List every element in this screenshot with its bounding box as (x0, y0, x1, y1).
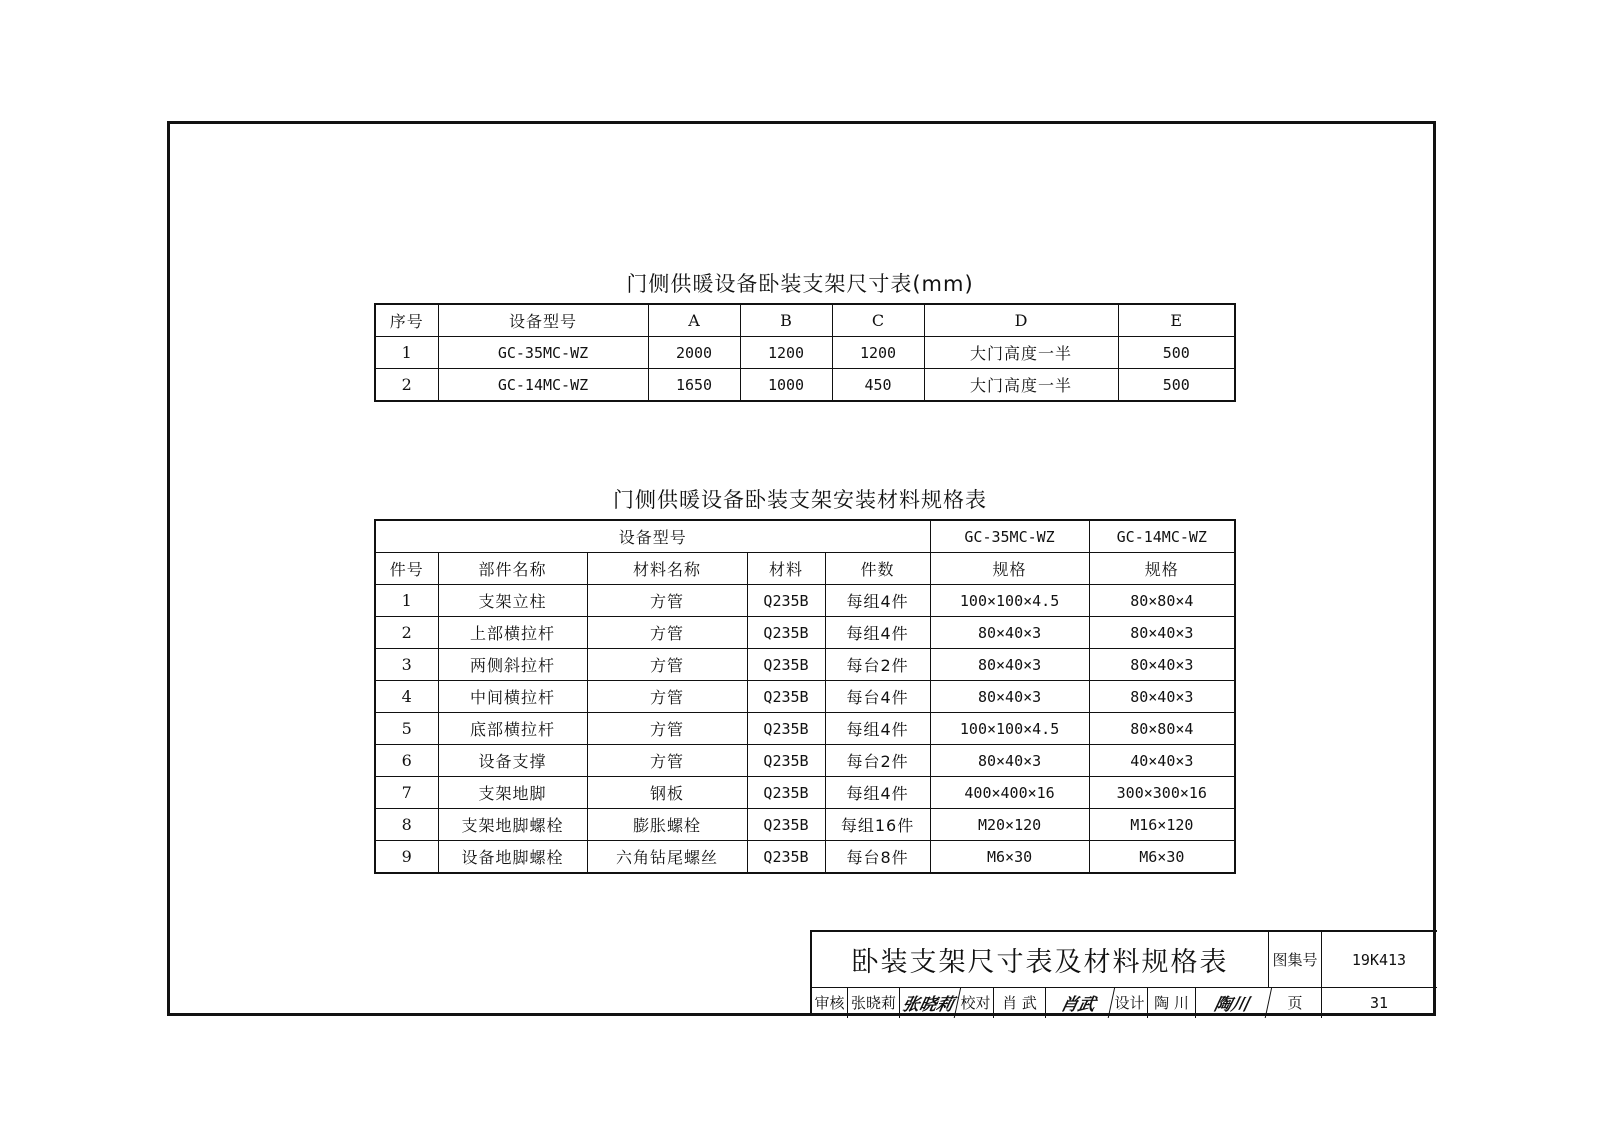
table-cell: 每台2件 (825, 745, 930, 777)
dimension-table (374, 303, 1236, 402)
designer-signature: 陶川 (1193, 987, 1273, 1018)
table-cell: 80×40×3 (1089, 617, 1235, 649)
table-row (375, 369, 1235, 402)
checker-name: 肖 武 (994, 987, 1046, 1018)
table-cell: 支架地脚螺栓 (438, 809, 587, 841)
table-cell: 1200 (832, 337, 924, 369)
table-cell: 大门高度一半 (924, 369, 1118, 402)
table-header-row (375, 304, 1235, 337)
page-label: 页 (1269, 987, 1322, 1018)
model-cell: GC-14MC-WZ (1089, 520, 1235, 553)
table-cell: Q235B (747, 649, 825, 681)
table-cell: M20×120 (930, 809, 1089, 841)
table-cell: 每组4件 (825, 617, 930, 649)
table-cell: 8 (375, 809, 438, 841)
table-cell: 450 (832, 369, 924, 402)
table-cell: 2 (375, 617, 438, 649)
table-cell: 400×400×16 (930, 777, 1089, 809)
table1-title: 门侧供暖设备卧装支架尺寸表(mm) (626, 272, 974, 296)
table-cell: M6×30 (930, 841, 1089, 874)
model-header-cell: 设备型号 (375, 520, 930, 553)
table-cell: 1000 (740, 369, 832, 402)
table-cell: 膨胀螺栓 (587, 809, 747, 841)
table-cell: 3 (375, 649, 438, 681)
header-cell: C (832, 304, 924, 337)
title-block (810, 930, 1437, 1016)
header-cell: D (924, 304, 1118, 337)
table-cell: 大门高度一半 (924, 337, 1118, 369)
table-cell: 方管 (587, 585, 747, 617)
table-row (375, 841, 1235, 874)
table-cell: 上部横拉杆 (438, 617, 587, 649)
table-cell: 钢板 (587, 777, 747, 809)
table-cell: 500 (1118, 369, 1235, 402)
table-cell: 中间横拉杆 (438, 681, 587, 713)
table-cell: Q235B (747, 681, 825, 713)
table-cell: 每台8件 (825, 841, 930, 874)
table-cell: 方管 (587, 681, 747, 713)
table-cell: 100×100×4.5 (930, 585, 1089, 617)
table-cell: 六角钻尾螺丝 (587, 841, 747, 874)
table-cell: GC-35MC-WZ (438, 337, 648, 369)
table-cell: 方管 (587, 713, 747, 745)
table2-title: 门侧供暖设备卧装支架安装材料规格表 (613, 488, 987, 512)
header-cell: 件数 (825, 553, 930, 585)
table-cell: Q235B (747, 585, 825, 617)
table-row (375, 681, 1235, 713)
table-row (375, 617, 1235, 649)
reviewer-name: 张晓莉 (848, 987, 900, 1018)
table-row (375, 777, 1235, 809)
table-cell: 每台4件 (825, 681, 930, 713)
table-cell: 设备支撑 (438, 745, 587, 777)
header-cell: A (648, 304, 740, 337)
review-label: 审核 (812, 987, 848, 1018)
table-cell: GC-14MC-WZ (438, 369, 648, 402)
table-cell: 方管 (587, 649, 747, 681)
table-cell: 两侧斜拉杆 (438, 649, 587, 681)
header-cell: B (740, 304, 832, 337)
table-cell: 4 (375, 681, 438, 713)
table-cell: 80×40×3 (930, 681, 1089, 713)
table-header-row (375, 553, 1235, 585)
header-cell: 材料名称 (587, 553, 747, 585)
table-cell: Q235B (747, 713, 825, 745)
table-cell: 100×100×4.5 (930, 713, 1089, 745)
reviewer-signature: 张晓莉 (897, 987, 962, 1018)
check-label: 校对 (958, 987, 994, 1018)
header-cell: 材料 (747, 553, 825, 585)
table-cell: 1 (375, 337, 438, 369)
header-cell: 件号 (375, 553, 438, 585)
model-header-row (375, 520, 1235, 553)
table-cell: 支架地脚 (438, 777, 587, 809)
table-row (375, 745, 1235, 777)
page-number: 31 (1369, 993, 1389, 1012)
title-block-row-bottom (812, 987, 1437, 1018)
table-cell: 方管 (587, 617, 747, 649)
header-cell: 规格 (930, 553, 1089, 585)
table-row (375, 713, 1235, 745)
table-cell: 5 (375, 713, 438, 745)
table-cell: 80×40×3 (930, 617, 1089, 649)
table-cell: 每组4件 (825, 713, 930, 745)
table-cell: 80×80×4 (1089, 713, 1235, 745)
table-row (375, 649, 1235, 681)
table-cell: Q235B (747, 777, 825, 809)
table-cell: 80×80×4 (1089, 585, 1235, 617)
table-cell: 2000 (648, 337, 740, 369)
table-cell: 80×40×3 (930, 649, 1089, 681)
atlas-number: 19K413 (1351, 950, 1407, 969)
table-row (375, 809, 1235, 841)
table-cell: 每组16件 (825, 809, 930, 841)
table-cell: 6 (375, 745, 438, 777)
model-cell: GC-35MC-WZ (930, 520, 1089, 553)
table-cell: 500 (1118, 337, 1235, 369)
table-cell: 7 (375, 777, 438, 809)
header-cell: E (1118, 304, 1235, 337)
table-cell: 每台2件 (825, 649, 930, 681)
table-cell: 80×40×3 (1089, 681, 1235, 713)
atlas-label: 图集号 (1269, 932, 1322, 987)
header-cell: 设备型号 (438, 304, 648, 337)
table-cell: 1 (375, 585, 438, 617)
table-cell: M6×30 (1089, 841, 1235, 874)
table-cell: 底部横拉杆 (438, 713, 587, 745)
table-cell: 2 (375, 369, 438, 402)
title-block-row-top (812, 932, 1437, 988)
table-cell: 300×300×16 (1089, 777, 1235, 809)
table-cell: Q235B (747, 809, 825, 841)
table-cell: 支架立柱 (438, 585, 587, 617)
material-table-body (375, 585, 1235, 874)
table-cell: 每组4件 (825, 777, 930, 809)
header-cell: 部件名称 (438, 553, 587, 585)
material-table (374, 519, 1236, 874)
table-cell: 方管 (587, 745, 747, 777)
table-row (375, 585, 1235, 617)
table-cell: 80×40×3 (1089, 649, 1235, 681)
table-cell: 每组4件 (825, 585, 930, 617)
drawing-title: 卧装支架尺寸表及材料规格表 (812, 932, 1269, 987)
table-cell: 9 (375, 841, 438, 874)
header-cell: 规格 (1089, 553, 1235, 585)
table-cell: 80×40×3 (930, 745, 1089, 777)
table-cell: 设备地脚螺栓 (438, 841, 587, 874)
checker-signature: 肖武 (1043, 987, 1116, 1018)
table-cell: 1650 (648, 369, 740, 402)
table-cell: M16×120 (1089, 809, 1235, 841)
designer-name: 陶 川 (1148, 987, 1196, 1018)
table-cell: Q235B (747, 617, 825, 649)
table-cell: Q235B (747, 841, 825, 874)
header-cell: 序号 (375, 304, 438, 337)
table-cell: Q235B (747, 745, 825, 777)
table-cell: 40×40×3 (1089, 745, 1235, 777)
table-row (375, 337, 1235, 369)
table-cell: 1200 (740, 337, 832, 369)
design-label: 设计 (1112, 987, 1148, 1018)
